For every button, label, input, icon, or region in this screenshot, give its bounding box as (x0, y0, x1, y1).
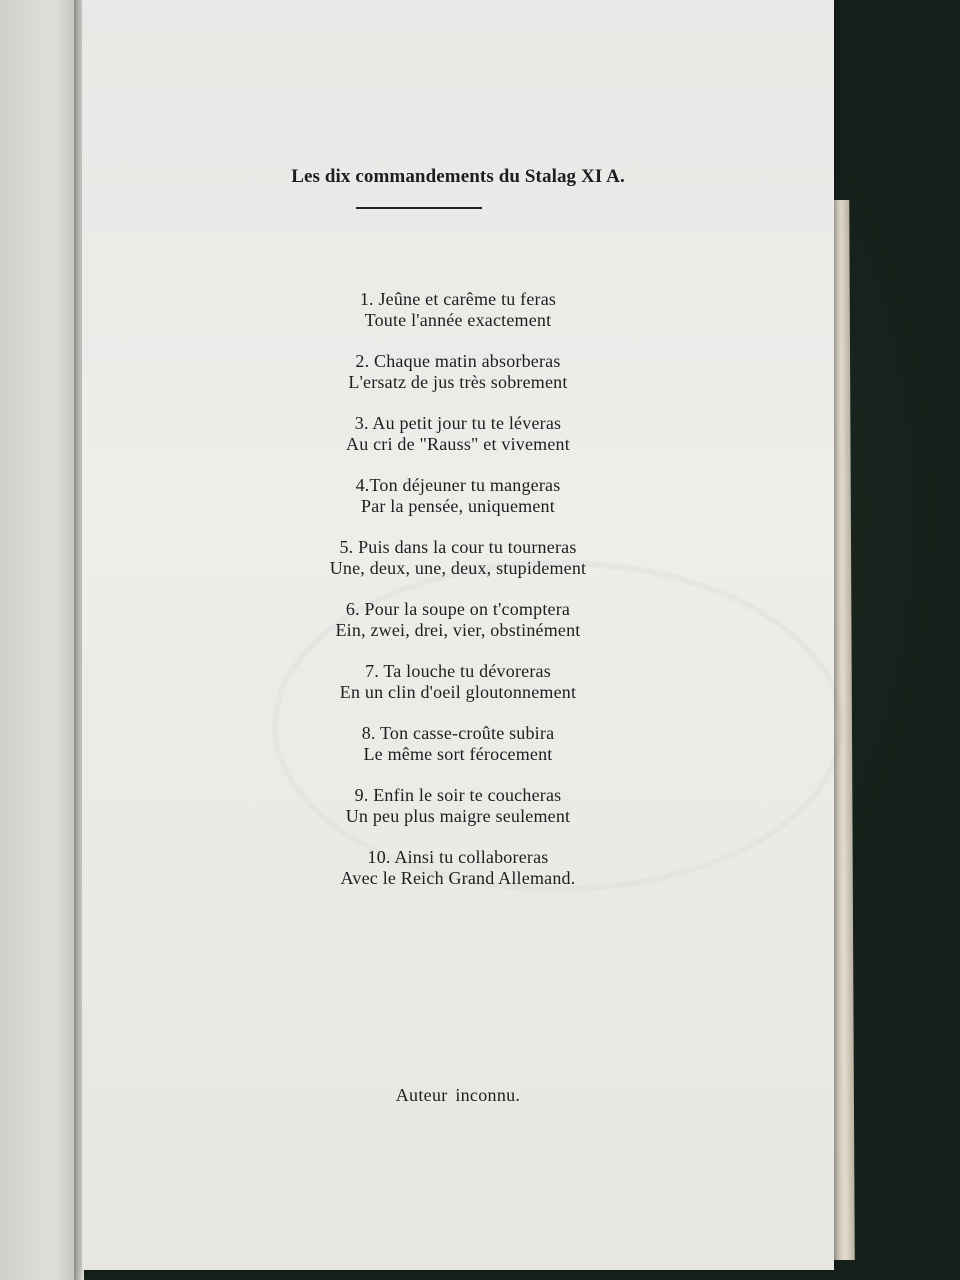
commandments-list (82, 289, 834, 909)
commandment-line: Le même sort férocement (363, 744, 553, 764)
commandment-1 (82, 289, 834, 331)
title-underline (356, 207, 482, 209)
commandment-line: 4.Ton déjeuner tu mangeras (355, 475, 561, 495)
commandment-10 (82, 847, 834, 889)
commandment-line: Une, deux, une, deux, stupidement (329, 558, 587, 578)
commandment-line: 10. Ainsi tu collaboreras (367, 847, 549, 867)
commandment-line: Toute l'année exactement (364, 310, 552, 330)
commandment-line: En un clin d'oeil gloutonnement (339, 682, 577, 702)
commandment-line: 7. Ta louche tu dévoreras (365, 661, 551, 681)
commandment-7 (82, 661, 834, 703)
commandment-line: Un peu plus maigre seulement (345, 806, 571, 826)
commandment-line: Avec le Reich Grand Allemand. (340, 868, 576, 888)
commandment-line: 1. Jeûne et carême tu feras (359, 289, 557, 309)
page-content (82, 0, 834, 1270)
commandment-line: 2. Chaque matin absorberas (355, 351, 561, 371)
commandment-9 (82, 785, 834, 827)
commandment-line: Au cri de "Rauss" et vivement (346, 434, 570, 454)
commandment-2 (82, 351, 834, 393)
commandment-6 (82, 599, 834, 641)
commandment-line: 9. Enfin le soir te coucheras (354, 785, 562, 805)
commandment-line: Par la pensée, uniquement (361, 496, 555, 516)
author-credit: Auteur inconnu. (395, 1085, 521, 1105)
commandment-line: Ein, zwei, drei, vier, obstinément (335, 620, 581, 640)
commandment-line: 5. Puis dans la cour tu tourneras (339, 537, 577, 557)
commandment-line: 8. Ton casse-croûte subira (361, 723, 555, 743)
commandment-line: L'ersatz de jus très sobrement (348, 372, 568, 392)
commandment-4 (82, 475, 834, 517)
page-title: Les dix commandements du Stalag XI A. (291, 166, 625, 187)
commandment-3 (82, 413, 834, 455)
commandment-8 (82, 723, 834, 765)
commandment-line: 3. Au petit jour tu te léveras (354, 413, 562, 433)
commandment-5 (82, 537, 834, 579)
commandment-line: 6. Pour la soupe on t'comptera (345, 599, 571, 619)
left-page-edge (0, 0, 78, 1280)
